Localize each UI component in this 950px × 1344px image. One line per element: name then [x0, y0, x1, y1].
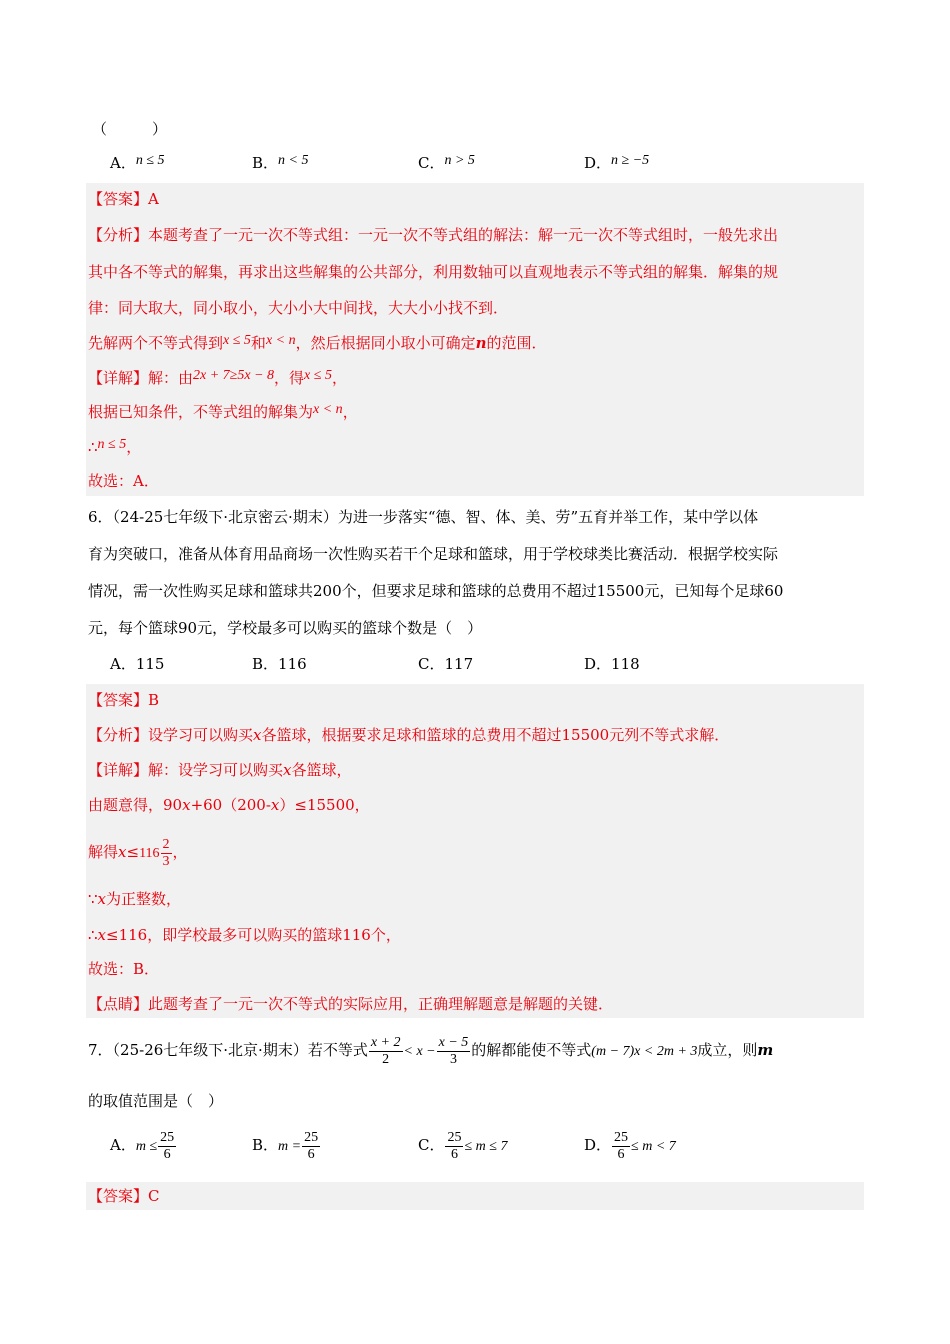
q5-detail-line2: 根据已知条件，不等式组的解集为x < n，: [88, 402, 358, 421]
q6-therefore: ∴x≤116，即学校最多可以购买的篮球116个，: [88, 926, 401, 944]
q6-detail-line1: 【详解】解：设学习可以购买x各篮球，: [88, 761, 352, 779]
q6-because: ∵x为正整数，: [88, 890, 182, 908]
mixed-fraction: $\frac{2}{3}$: [162, 836, 170, 869]
q6-stem-line3: 情况，需一次性购买足球和篮球共200个，但要求足球和篮球的总费用不超过15500元，已知每个足球60: [88, 582, 784, 600]
q7-stem-line2: 的取值范围是（ ）: [88, 1092, 224, 1110]
q6-answer: 【答案】B: [88, 691, 160, 709]
q6-detail-line3: 解得x≤116 $\frac{2}{3}$ ，: [88, 836, 188, 869]
q5-option-c: C．n > 5: [418, 153, 475, 172]
q6-choose: 故选：B．: [88, 960, 160, 978]
q6-detail-line2: 由题意得，90x+60（200-x）≤15500，: [88, 796, 370, 814]
q5-analysis-line4: 先解两个不等式得到x ≤ 5和x < n，然后根据同小取小可确定n的范围．: [88, 333, 547, 352]
q5-detail-line3: ∴n ≤ 5，: [88, 437, 142, 456]
q6-stem-line2: 育为突破口，准备从体育用品商场一次性购买若干个足球和篮球，用于学校球类比赛活动．根据学校实际: [88, 545, 779, 563]
q7-option-c: C． $\frac{25}{6}$ ≤ m ≤ 7: [418, 1129, 508, 1162]
q7-option-a: A．m ≤ $\frac{25}{6}$: [110, 1129, 175, 1162]
q6-analysis: 【分析】设学习可以购买x各篮球，根据要求足球和篮球的总费用不超过15500元列不等式求解．: [88, 726, 730, 744]
q5-choose: 故选：A．: [88, 472, 159, 490]
q5-answer: 【答案】A: [88, 190, 159, 208]
q5-analysis-line2: 其中各不等式的解集，再求出这些解集的公共部分，利用数轴可以直观地表示不等式组的解集．解集的规: [88, 263, 779, 281]
q5-option-b: B．n < 5: [252, 153, 309, 172]
q5-option-a: A．n ≤ 5: [110, 153, 165, 172]
q6-option-b: B．116: [252, 655, 307, 673]
q5-option-d: D．n ≥ −5: [584, 153, 650, 172]
q7-answer: 【答案】C: [88, 1187, 160, 1205]
fraction-2: $\frac{x - 5}{3}$: [438, 1034, 469, 1067]
q7-option-d: D． $\frac{25}{6}$ ≤ m < 7: [584, 1129, 676, 1162]
q5-analysis-line3: 律：同大取大，同小取小，大小小大中间找，大大小小找不到．: [88, 299, 509, 317]
q5-detail-line1: 【详解】解：由2x + 7≥5x − 8，得x ≤ 5，: [88, 368, 347, 387]
q6-stem-line4: 元，每个篮球90元，学校最多可以购买的篮球个数是（ ）: [88, 619, 483, 637]
q6-option-c: C．117: [418, 655, 474, 673]
fraction-1: $\frac{x + 2}{2}$: [370, 1034, 401, 1067]
q6-option-d: D．118: [584, 655, 640, 673]
q6-option-a: A．115: [110, 655, 165, 673]
q6-comment: 【点睛】此题考查了一元一次不等式的实际应用，正确理解题意是解题的关键．: [88, 995, 614, 1013]
q6-stem-line1: 6．（24-25七年级下·北京密云·期末）为进一步落实“德、智、体、美、劳”五育并举工作，某中学以体: [88, 508, 759, 526]
q5-paren: （ ）: [92, 120, 168, 138]
q5-analysis-line1: 【分析】本题考查了一元一次不等式组：一元一次不等式组的解法：解一元一次不等式组时，一般先求出: [88, 226, 779, 244]
q7-option-b: B．m = $\frac{25}{6}$: [252, 1129, 319, 1162]
q7-stem-line1: 7．（25-26七年级下·北京·期末）若不等式 $\frac{x + 2}{2}$ < x − $\frac{x - 5}{3}$ 的解都能使不等式(m − 7)x < 2m + 3成立，则m: [88, 1034, 774, 1067]
